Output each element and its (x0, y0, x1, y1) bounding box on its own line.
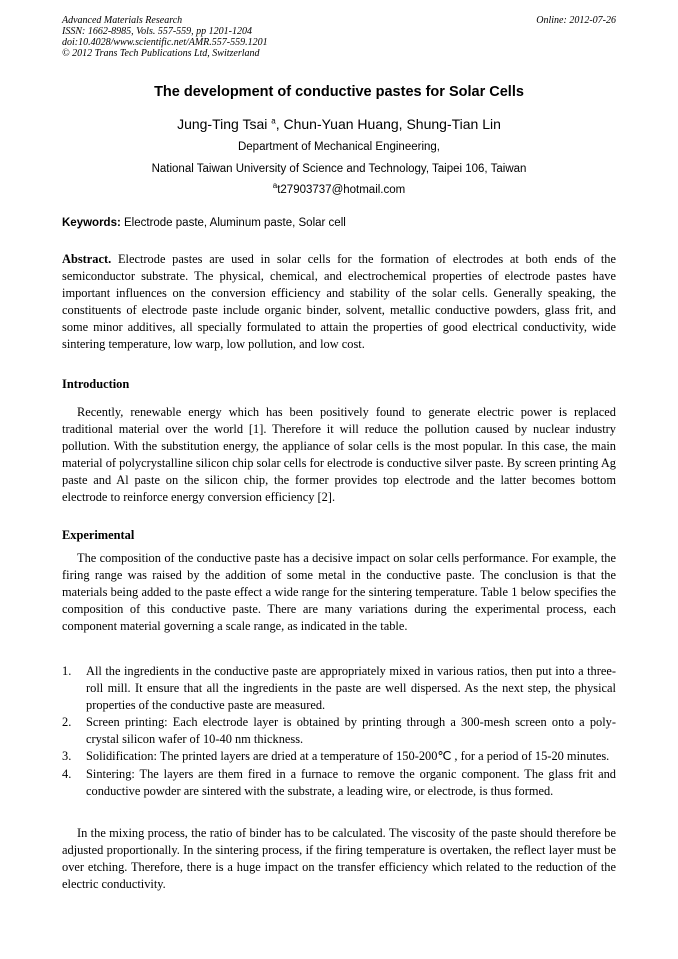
introduction-heading: Introduction (62, 377, 130, 391)
paper-title: The development of conductive pastes for Solar Cells (154, 84, 524, 100)
experimental-paragraph: The composition of the conductive paste has a decisive impact on solar cells performance. For example, the firing range was raised by the addition of some metal in the conductive paste. The conclusion is that the materials being added to the paste effect a wide range for the sintering temperature. Table 1 below specifies the composition of this conductive paste. There are many variations during the experimental process, each component material governing a scale range, as indicated in the table. (62, 551, 616, 634)
list-item-number: 1. (62, 664, 72, 678)
affiliation-email-line (62, 183, 616, 197)
list-item (62, 714, 616, 748)
author-rest: , Chun-Yuan Huang, Shung-Tian Lin (275, 116, 501, 132)
abstract-paragraph (62, 251, 616, 354)
doi-line: doi:10.4028/www.scientific.net/AMR.557-559.1201 (62, 37, 268, 48)
copyright-line: © 2012 Trans Tech Publications Ltd, Switzerland (62, 48, 260, 59)
list-item (62, 766, 616, 800)
list-item (62, 748, 616, 765)
list-item-number: 2. (62, 715, 72, 730)
abstract-label: Abstract. (62, 252, 112, 266)
introduction-paragraph: Recently, renewable energy which has been positively found to generate electric power is replaced traditional material over the world [1]. Therefore it will reduce the pollution caused by nuclear industry pollution. With the substitution energy, the appliance of solar cells is the most popular. In this case, the main material of polycrystalline silicon chip solar cells for electrode is conductive silver paste. By screen printing Ag paste and Al paste on the silicon chip, the former provides top electrode and the latter becomes bottom electrode to reinforce energy conversion efficiency [2]. (62, 405, 616, 505)
keywords-text: Electrode paste, Aluminum paste, Solar cell (124, 217, 346, 229)
list-item-number: 3. (62, 749, 72, 764)
email-affil-mark: a (272, 181, 278, 191)
publication-info (62, 15, 268, 59)
journal-name: Advanced Materials Research (62, 15, 183, 26)
keywords-label: Keywords: (62, 217, 121, 229)
experimental-heading: Experimental (62, 528, 135, 542)
affiliation-department: Department of Mechanical Engineering, (237, 141, 440, 153)
list-item (62, 663, 616, 714)
author-first-affil-mark: a (271, 116, 276, 126)
online-date: Online: 2012-07-26 (536, 15, 616, 26)
mixing-process-paragraph: In the mixing process, the ratio of binder has to be calculated. The viscosity of the paste should therefore be adjusted proportionally. In the sintering process, if the firing temperature is overtaken, the reflect layer must be over etching. Therefore, there is a huge impact on the transfer efficiency which related to the reduction of the electric conductivity. (62, 826, 616, 892)
list-item-text: Sintering: The layers are them fired in a furnace to remove the organic component. The glass frit and conductive powder are sintered with the substrate, a leading wire, or electrode, is thus formed. (86, 766, 616, 798)
affiliation-university: National Taiwan University of Science and Technology, Taipei 106, Taiwan (151, 163, 527, 175)
author-first: Jung-Ting Tsai (177, 116, 268, 132)
keywords-line (62, 216, 616, 230)
list-item-number: 4. (62, 766, 72, 781)
issn-line: ISSN: 1662-8985, Vols. 557-559, pp 1201-1204 (62, 26, 252, 37)
abstract-text: Electrode pastes are used in solar cells for the formation of electrodes at both ends of the semiconductor substrate. The physical, chemical, and electrochemical properties of electrode pastes have important influences on the conversion efficiency and stability of the solar cells. Generally speaking, the constituents of electrode paste include organic binder, solvent, metallic conductive powders, glass frit, and some minor additives, all specially formulated to attain the properties of good electrical conductivity, wide sintering temperature, low warp, low pollution, and low cost. (62, 252, 616, 352)
author-list (62, 115, 616, 133)
procedure-list (62, 663, 616, 800)
list-item-text: All the ingredients in the conductive paste are appropriately mixed in various ratios, then put into a three-roll mill. It ensure that all the ingredients in the paste are well dispersed. As the next step, the physical properties of the conductive paste are measured. (86, 664, 616, 713)
list-item-text: Solidification: The printed layers are dried at a temperature of 150-200℃ , for a period of 15-20 minutes. (86, 749, 610, 764)
author-email: t27903737@hotmail.com (277, 184, 406, 196)
list-item-text: Screen printing: Each electrode layer is obtained by printing through a 300-mesh screen onto a poly- crystal silicon wafer of 10-40 nm thickness. (86, 715, 616, 747)
